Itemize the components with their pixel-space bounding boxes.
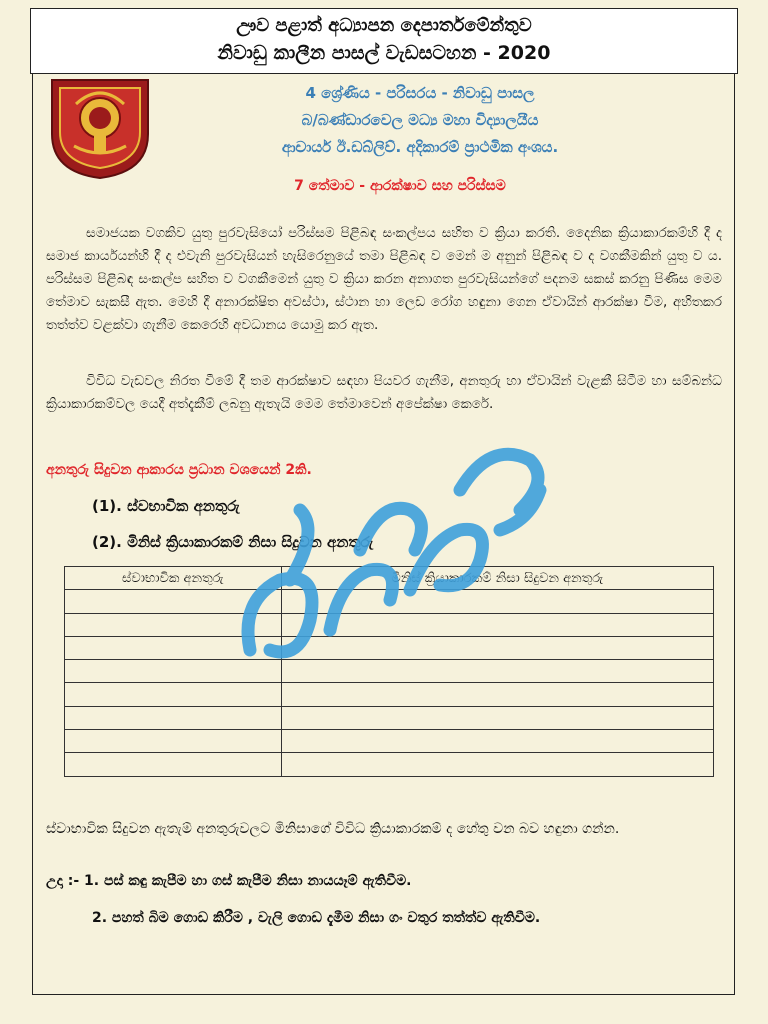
table-cell-natural[interactable] bbox=[65, 613, 282, 636]
school-subheading bbox=[170, 80, 670, 161]
table-cell-human[interactable] bbox=[281, 730, 713, 753]
table-cell-human[interactable] bbox=[281, 753, 713, 776]
theme-title: 7 තේමාව - ආරක්ෂාව සහ පරිස්සම bbox=[294, 178, 506, 194]
table-header-row bbox=[65, 567, 714, 590]
intro-paragraph-2: විවිධ වැඩවල නිරත වීමේ දී තම ආරක්ෂාව සඳහා පියවර ගැනීම, අනතුරු හා ඒවායින් වැළකී සිටීම හා සම්බන්ධ ක්‍රියාකාරකම්වල යෙදී අත්දැකීම් ලබනු ඇතැයි මෙම තේමාවෙන් අපේක්ෂා කෙරේ. bbox=[46, 373, 722, 412]
accident-type-natural: (1). ස්වභාවික අනතුරු bbox=[92, 497, 240, 515]
table-cell-natural[interactable] bbox=[65, 730, 282, 753]
table-cell-natural[interactable] bbox=[65, 753, 282, 776]
example-1: උදා :- 1. පස් කඳු කැපීම හා ගස් කැපීම නිසා නායයෑම් ඇතිවීම. bbox=[46, 873, 412, 889]
table-row bbox=[65, 613, 714, 636]
table-cell-natural[interactable] bbox=[65, 636, 282, 659]
table-cell-natural[interactable] bbox=[65, 683, 282, 706]
table-cell-human[interactable] bbox=[281, 636, 713, 659]
header-line-1: ඌව පළාත් අධ්‍යාපන දෙපාර්තමේන්තුව bbox=[236, 15, 532, 36]
school-crest-icon bbox=[46, 74, 154, 180]
table-body bbox=[65, 590, 714, 776]
table-row bbox=[65, 730, 714, 753]
table-cell-natural[interactable] bbox=[65, 706, 282, 729]
subhead-grade-line: 4 ශ්‍රේණිය - පරිසරය - නිවාඩු පාසල bbox=[305, 84, 535, 102]
table-cell-natural[interactable] bbox=[65, 660, 282, 683]
table-cell-human[interactable] bbox=[281, 613, 713, 636]
table-row bbox=[65, 706, 714, 729]
table-header-natural: ස්වාභාවික අනතුරු bbox=[65, 567, 282, 590]
header-line-2: නිවාඩු කාලීන පාසල් වැඩසටහන - 2020 bbox=[217, 42, 551, 64]
table-cell-human[interactable] bbox=[281, 590, 713, 613]
example-2: 2. පහත් බිම ගොඩ කිරීම , වැලි ගොඩ දැමීම නිසා ගං වතුර තත්ත්ව ඇතිවීම. bbox=[92, 910, 541, 926]
table-cell-human[interactable] bbox=[281, 683, 713, 706]
subhead-school-line: බ/බණ්ඩාරවෙල මධ්‍ය මහා විද්‍යාලයීය bbox=[301, 111, 539, 129]
table-row bbox=[65, 636, 714, 659]
header-box bbox=[30, 8, 738, 74]
table-cell-human[interactable] bbox=[281, 660, 713, 683]
accident-classification-table bbox=[64, 566, 714, 777]
table-row bbox=[65, 590, 714, 613]
table-cell-natural[interactable] bbox=[65, 590, 282, 613]
table-cell-human[interactable] bbox=[281, 706, 713, 729]
subhead-section-line: ආචාර්ය ඊ.ඩබ්ලිව්. අදිකාරම් ප්‍රාථමික අංශය. bbox=[281, 138, 559, 156]
table-header-human: මිනිස් ක්‍රියාකාරකම් නිසා සිදුවන අනතුරු bbox=[281, 567, 713, 590]
table-row bbox=[65, 753, 714, 776]
accident-types-heading: අනතුරු සිදුවන ආකාරය ප්‍රධාන වශයෙන් 2කි. bbox=[46, 462, 312, 478]
note-paragraph: ස්වාභාවික සිදුවන ඇතැම් අනතුරුවලට මිනිසාගේ විවිධ ක්‍රියාකාරකම් ද හේතු වන බව හඳුනා ගන්න. bbox=[46, 821, 620, 837]
accident-type-human: (2). මිනිස් ක්‍රියාකාරකම් නිසා සිදුවන අනතුරු bbox=[92, 533, 374, 551]
table-row bbox=[65, 683, 714, 706]
intro-paragraph-1: සමාජයක වගකිව යුතු පුරවැසියෝ පරිස්සම පිළිබඳ සංකල්පය සහිත ව ක්‍රියා කරති. දෛනික ක්‍රියාකාරකම්හි දී ද සමාජ කාර්යයන්හි දී ද එවැනි පුරවැසියන් හැසිරෙනුයේ තමා පිළිබඳ ව මෙන් ම අනුන් පිළිබඳ ව ද වගකීමකින් යුතු ව ය. පරිස්සම පිළිබඳ සංකල්ප සහිත ව වගකීමෙන් යුතු ව ක්‍රියා කරන අනාගත පුරවැසියන්ගේ පදනම සකස් කරනු පිණිස මෙම තේමාව සැකසී ඇත. මෙහි දී අනාරක්ෂිත අවස්ථා, ස්ථාන හා ලෙඩ රෝග හඳුනා ගෙන ඒවායින් ආරක්ෂා වීම, අහිතකර තත්ත්ව වළක්වා ගැනීම කෙරෙහි අවධානය යොමු කර ඇත. bbox=[46, 225, 722, 333]
table-row bbox=[65, 660, 714, 683]
